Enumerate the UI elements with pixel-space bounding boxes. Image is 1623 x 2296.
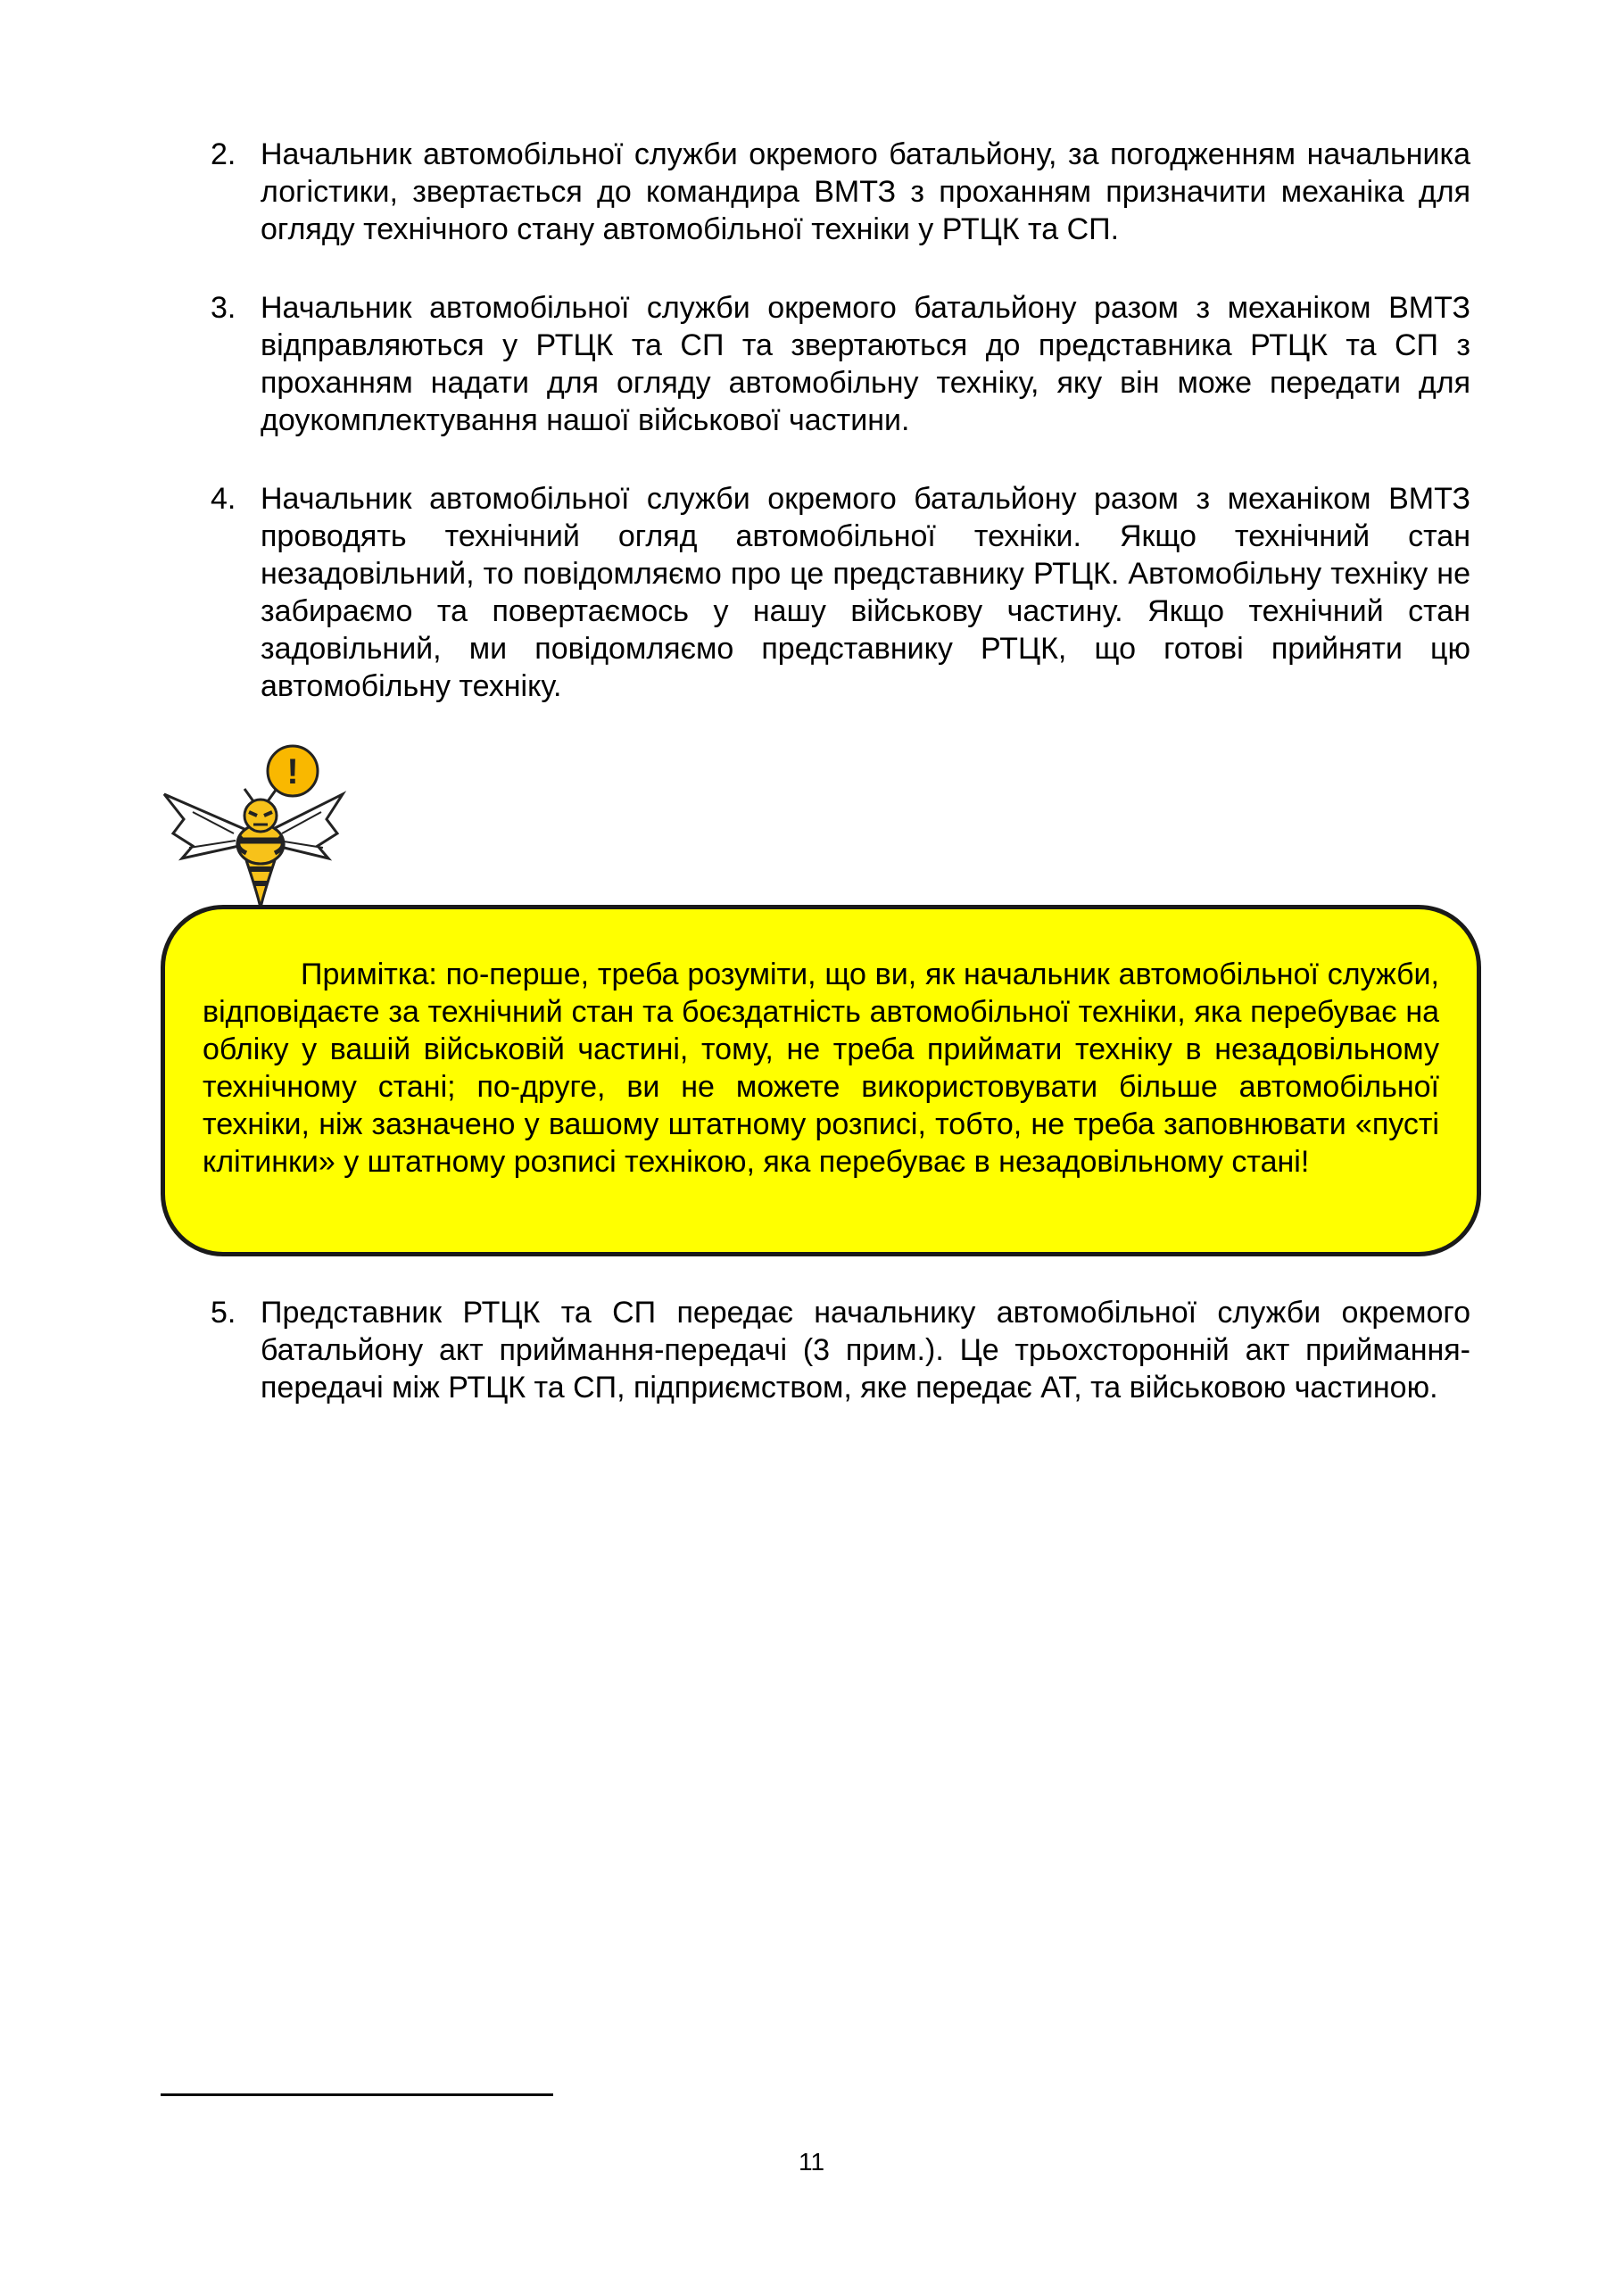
list-item-number: 3. <box>211 291 236 325</box>
list-item <box>211 289 1470 439</box>
list-item <box>211 1294 1470 1406</box>
note-text: Примітка: по-перше, треба розуміти, що ви, як начальник автомобільної служби, відповідаєте за технічний стан та боєздатність автомобільної техніки, яка перебуває на обліку у вашій військовій частині, тому, не треба приймати техніку в незадовільному технічному стані; по-друге, ви не можете використовувати більше автомобільної техніки, ніж зазначено у вашому штатному розписі, тобто, не треба заповнювати «пусті клітинки» у штатному розписі технікою, яка перебуває в незадовільному стані! <box>203 957 1439 1179</box>
list-item <box>211 136 1470 248</box>
list-item-number: 4. <box>211 482 236 516</box>
list-item-text: Начальник автомобільної служби окремого батальйону разом з механіком ВМТЗ проводять технічний огляд автомобільної техніки. Якщо технічний стан незадовільний, то повідомляємо про це представнику РТЦК. Автомобільну техніку не забираємо та повертаємось у нашу військову частину. Якщо технічний стан задовільний, ми повідомляємо представнику РТЦК, що готові прийняти цю автомобільну техніку. <box>261 482 1470 703</box>
footnote-separator <box>161 2093 553 2096</box>
list-item-text: Представник РТЦК та СП передає начальнику автомобільної служби окремого батальйону акт приймання-передачі (3 прим.). Це трьохсторонній акт приймання-передачі між РТЦК та СП, підприємством, яке передає АТ, та військовою частиною. <box>261 1296 1470 1405</box>
alert-symbol: ! <box>286 752 299 792</box>
list-item-number: 5. <box>211 1296 236 1330</box>
list-item-number: 2. <box>211 137 236 171</box>
list-item-text: Начальник автомобільної служби окремого батальйону разом з механіком ВМТЗ відправляються у РТЦК та СП та звертаються до представника РТЦК та СП з проханням надати для огляду автомобільну техніку, яку він може передати для доукомплектування нашої військової частини. <box>261 291 1470 437</box>
list-item <box>211 480 1470 705</box>
list-item-text: Начальник автомобільної служби окремого батальйону, за погодженням начальника логістики, звертається до командира ВМТЗ з проханням призначити механіка для огляду технічного стану автомобільної техніки у РТЦК та СП. <box>261 137 1470 246</box>
note-callout <box>161 905 1481 1256</box>
bee-warning-icon <box>157 741 353 910</box>
page-number: 11 <box>798 2148 825 2176</box>
